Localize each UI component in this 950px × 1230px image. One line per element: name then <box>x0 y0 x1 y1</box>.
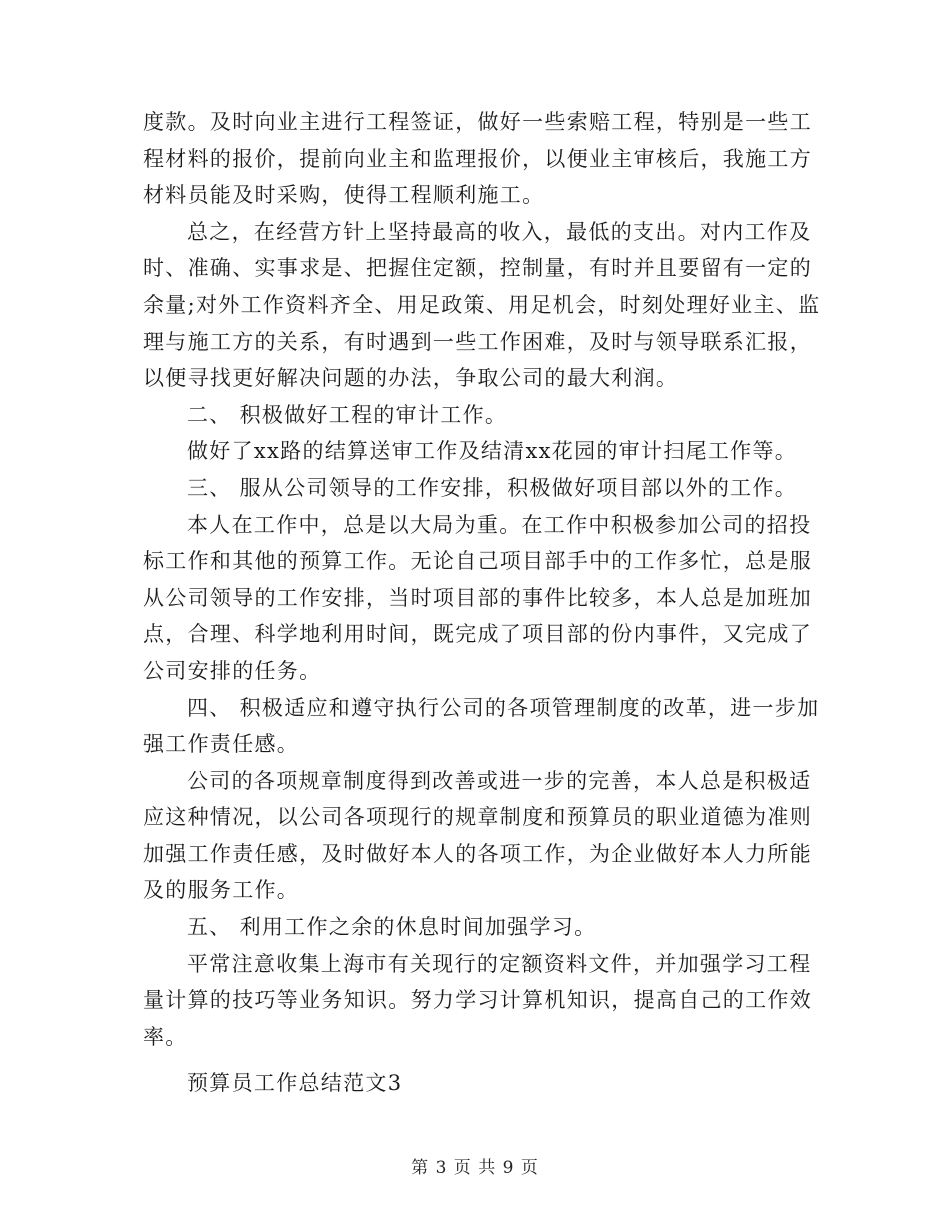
text-line: 加强工作责任感，及时做好本人的各项工作，为企业做好本人力所能 <box>143 841 812 866</box>
text-line: 及的服务工作。 <box>143 878 300 903</box>
paragraph-start-line: 做好了xx路的结算送审工作及结清xx花园的审计扫尾工作等。 <box>187 439 798 464</box>
paragraph-start-line: 总之，在经营方针上坚持最高的收入，最低的支出。对内工作及 <box>187 219 812 244</box>
text-line: 强工作责任感。 <box>143 732 300 757</box>
text-line: 时、准确、实事求是、把握住定额，控制量，有时并且要留有一定的 <box>143 256 812 281</box>
text-line: 程材料的报价，提前向业主和监理报价，以便业主审核后，我施工方 <box>143 146 812 171</box>
section-heading-4: 四、 积极适应和遵守执行公司的各项管理制度的改革，进一步加 <box>187 695 820 720</box>
text-line: 标工作和其他的预算工作。无论自己项目部手中的工作多忙，总是服 <box>143 549 812 574</box>
section-heading-3: 三、 服从公司领导的工作安排，积极做好项目部以外的工作。 <box>187 475 798 500</box>
article-title: 预算员工作总结范文3 <box>187 1071 403 1096</box>
text-line: 理与施工方的关系，有时遇到一些工作困难，及时与领导联系汇报， <box>143 329 812 354</box>
spacer <box>143 1055 809 1065</box>
text-line: 点，合理、科学地利用时间，既完成了项目部的份内事件，又完成了 <box>143 622 812 647</box>
paragraph-start-line: 本人在工作中，总是以大局为重。在工作中积极参加公司的招投 <box>187 512 812 537</box>
text-line: 应这种情况，以公司各项现行的规章制度和预算员的职业道德为准则 <box>143 805 812 830</box>
text-line: 余量;对外工作资料齐全、用足政策、用足机会，时刻处理好业主、监 <box>143 292 821 317</box>
text-line: 度款。及时向业主进行工程签证，做好一些索赔工程，特别是一些工 <box>143 110 812 134</box>
paragraph-start-line: 公司的各项规章制度得到改善或进一步的完善，本人总是积极适 <box>187 768 812 793</box>
text-line: 率。 <box>143 1024 188 1049</box>
page-number-footer: 第 3 页 共 9 页 <box>411 1158 539 1178</box>
text-line: 以便寻找更好解决问题的办法，争取公司的最大利润。 <box>143 366 679 391</box>
text-line: 量计算的技巧等业务知识。努力学习计算机知识，提高自己的工作效 <box>143 988 812 1013</box>
section-heading-5: 五、 利用工作之余的休息时间加强学习。 <box>187 915 597 940</box>
paragraph-start-line: 平常注意收集上海市有关现行的定额资料文件，并加强学习工程 <box>187 951 812 976</box>
document-body <box>143 104 821 1102</box>
text-line: 从公司领导的工作安排，当时项目部的事件比较多，本人总是加班加 <box>143 585 812 610</box>
section-heading-2: 二、 积极做好工程的审计工作。 <box>187 402 508 427</box>
text-line: 公司安排的任务。 <box>143 658 322 683</box>
text-line: 材料员能及时采购，使得工程顺利施工。 <box>143 183 545 208</box>
